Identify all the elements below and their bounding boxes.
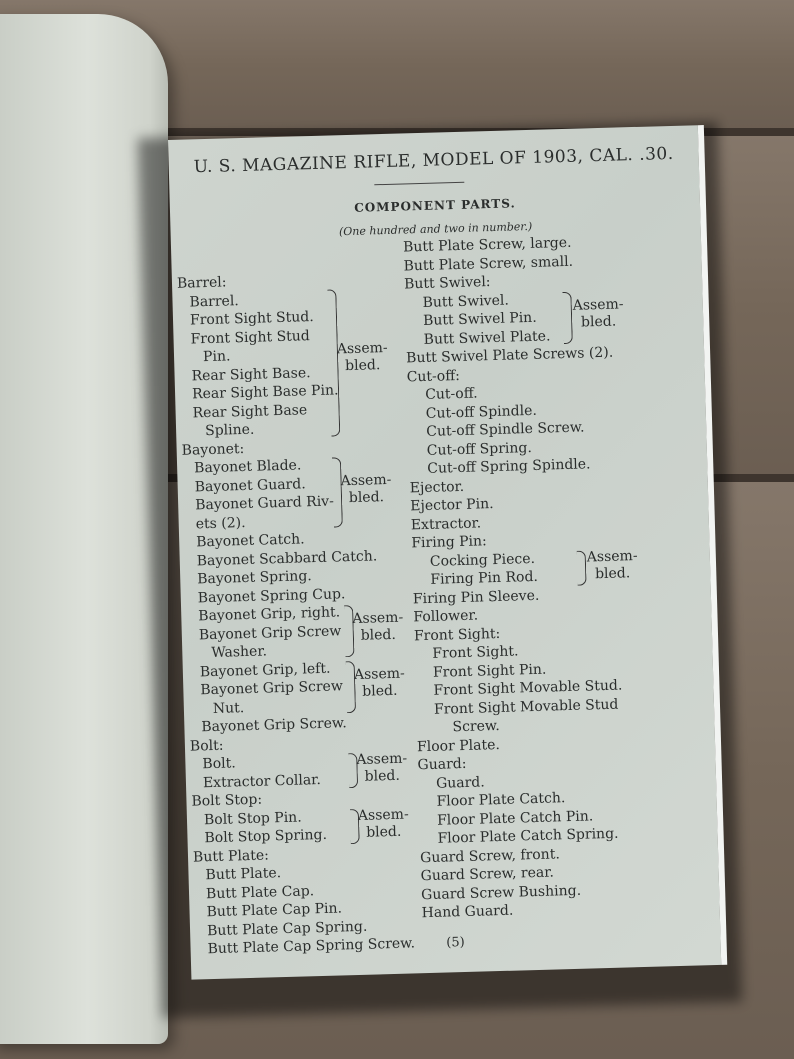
list-item: Bayonet Guard Riv-: [194, 493, 335, 514]
title-rule: [374, 182, 464, 186]
group-heading: Butt Swivel:: [403, 274, 491, 293]
bayonet-group-2: [186, 601, 427, 663]
list-item: Butt Swivel Plate Screws (2).: [405, 344, 614, 367]
list-item: Firing Pin Sleeve.: [412, 587, 540, 607]
list-item: Bayonet Blade.: [193, 457, 302, 477]
list-item: Guard Screw Bushing.: [420, 882, 582, 903]
group-heading: Firing Pin:: [411, 533, 487, 552]
list-item: Spline.: [204, 421, 255, 440]
list-item: Firing Pin Rod.: [430, 568, 539, 588]
list-item: Hand Guard.: [421, 902, 514, 922]
list-item: Ejector Pin.: [410, 496, 494, 515]
group-heading: Front Sight:: [413, 625, 501, 644]
list-item: Bayonet Grip Screw: [198, 622, 342, 643]
list-item: Cut-off Spindle.: [425, 402, 538, 422]
list-item: Butt Plate Cap Spring Screw.: [207, 935, 416, 958]
assembled-note: Assem- bled.: [357, 806, 409, 841]
list-item: Cut-off Spring.: [426, 439, 533, 459]
list-item: Bolt Stop Spring.: [204, 826, 328, 847]
list-item: Bayonet Grip Screw: [200, 678, 344, 699]
page-number: (5): [446, 935, 465, 951]
group-heading: Bolt Stop:: [191, 791, 263, 810]
list-item: Butt Plate Screw, large.: [402, 234, 572, 256]
list-item: Rear Sight Base.: [191, 364, 311, 384]
brace: [577, 550, 587, 585]
list-item: Butt Plate Cap.: [205, 882, 315, 902]
list-item: ets (2).: [195, 514, 246, 532]
right-column: [403, 230, 722, 923]
section-heading: COMPONENT PARTS.: [354, 196, 516, 215]
bayonet-group-1: [182, 453, 424, 534]
list-item: Butt Plate Cap Pin.: [206, 900, 343, 921]
assembled-note: Assem- bled.: [336, 339, 388, 374]
list-item: Cut-off.: [424, 385, 478, 403]
list-item: Extractor Collar.: [202, 771, 322, 791]
bolt-group: [190, 749, 431, 793]
list-item: Cut-off Spindle Screw.: [426, 419, 585, 440]
list-item: Floor Plate.: [416, 736, 501, 755]
page-title: U. S. MAGAZINE RIFLE, MODEL OF 1903, CAL. .30.: [193, 143, 674, 178]
group-heading: Cut-off:: [406, 367, 461, 385]
list-item: Front Sight.: [432, 643, 519, 662]
list-item: Guard Screw, rear.: [420, 864, 555, 885]
list-item: Bolt.: [202, 755, 236, 773]
group-heading: Bayonet:: [181, 440, 245, 459]
list-item: Cut-off Spring Spindle.: [427, 456, 591, 477]
list-item: Extractor.: [410, 514, 482, 533]
barrel-group: [177, 287, 421, 442]
list-item: Bayonet Catch.: [196, 531, 305, 551]
assembled-note: Assem- bled.: [572, 295, 624, 331]
list-item: Bayonet Guard.: [194, 475, 306, 495]
group-heading: Butt Plate:: [192, 846, 270, 866]
list-item: Butt Plate Screw, small.: [403, 253, 574, 274]
list-item: Butt Swivel Plate.: [423, 327, 551, 348]
list-item: Bayonet Grip Screw.: [201, 715, 347, 736]
list-item: Floor Plate Catch Pin.: [436, 807, 594, 829]
list-item: Front Sight Movable Stud.: [433, 677, 623, 699]
list-item: Guard Screw, front.: [419, 845, 560, 866]
list-item: Butt Plate Cap Spring.: [206, 918, 368, 939]
list-item: Rear Sight Base Pin.: [191, 382, 339, 403]
list-item: Ejector.: [409, 478, 465, 496]
assembled-note: Assem- bled.: [586, 547, 638, 582]
list-item: Butt Swivel Pin.: [422, 309, 537, 329]
assembled-note: Assem- bled.: [353, 665, 405, 700]
list-item: Butt Plate.: [205, 865, 282, 884]
list-item: Follower.: [413, 607, 479, 626]
list-item: Cocking Piece.: [429, 550, 536, 570]
assembled-note: Assem- bled.: [352, 609, 404, 644]
list-item: Bayonet Grip, left.: [199, 660, 331, 680]
list-item: Bayonet Spring.: [197, 568, 312, 588]
subheading: (One hundred and two in number.): [338, 219, 533, 239]
list-item: Nut.: [212, 699, 245, 717]
brace: [562, 291, 572, 343]
list-item: Front Sight Pin.: [432, 661, 547, 681]
list-item: Front Sight Stud: [190, 327, 310, 347]
group-heading: Bolt:: [189, 737, 224, 755]
left-column: [177, 268, 436, 959]
bolt-stop-group: [192, 804, 433, 848]
list-item: Front Sight Stud.: [189, 309, 314, 329]
butt-swivel-group: [404, 286, 705, 350]
bayonet-group-3: [188, 656, 429, 718]
book-page: [168, 125, 727, 980]
list-item: Floor Plate Catch.: [436, 790, 566, 810]
list-item: Bayonet Scabbard Catch.: [196, 547, 378, 569]
list-item: Rear Sight Base: [192, 401, 308, 421]
list-item: Bolt Stop Pin.: [203, 809, 302, 828]
list-item: Barrel.: [189, 292, 239, 310]
list-item: Floor Plate Catch Spring.: [437, 825, 619, 847]
list-item: Washer.: [211, 643, 268, 661]
assembled-note: Assem- bled.: [356, 750, 408, 785]
group-heading: Guard:: [417, 755, 467, 774]
list-item: Pin.: [202, 348, 231, 366]
assembled-note: Assem- bled.: [340, 471, 392, 507]
list-item: Butt Swivel.: [422, 292, 510, 311]
list-item: Screw.: [452, 717, 500, 736]
list-item: Front Sight Movable Stud: [433, 696, 619, 718]
list-item: Bayonet Spring Cup.: [197, 585, 346, 606]
group-heading: Barrel:: [176, 274, 227, 292]
list-item: Guard.: [435, 773, 485, 792]
list-item: Bayonet Grip, right.: [198, 604, 341, 625]
